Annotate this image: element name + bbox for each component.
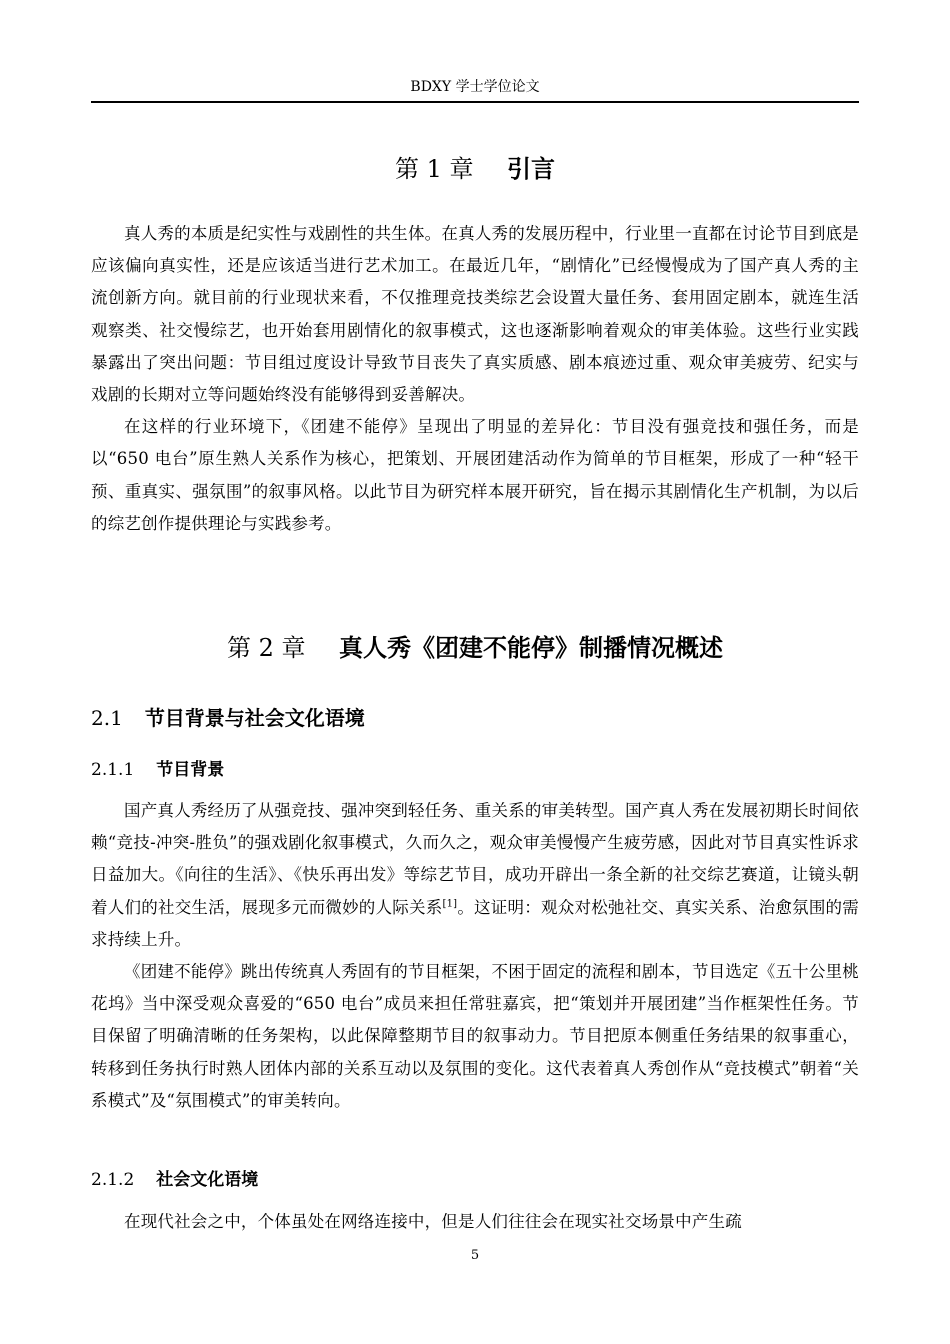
paragraph-text-before-citation: 国产真人秀经历了从强竞技、强冲突到轻任务、重关系的审美转型。国产真人秀在发展初期长时间依赖“竞技-冲突-胜负”的强戏剧化叙事模式，久而久之，观众审美慢慢产生疲劳感，因此对节目真实性诉求日益加大。《向往的生活》、《快乐再出发》等综艺节目，成功开辟出一条全新的社交综艺赛道，让镜头朝着人们的社交生活，展现多元而微妙的人际关系: [91, 801, 859, 917]
section-2-1-title: 节目背景与社会文化语境: [144, 706, 365, 730]
section-2-1-1-heading: [91, 757, 859, 783]
section-2-1-2-block: [91, 1167, 859, 1193]
chapter-1-paragraph-1: 真人秀的本质是纪实性与戏剧性的共生体。在真人秀的发展历程中，行业里一直都在讨论节目到底是应该偏向真实性，还是应该适当进行艺术加工。在最近几年，“剧情化”已经慢慢成为了国产真人秀的主流创新方向。就目前的行业现状来看，不仅推理竞技类综艺会设置大量任务、套用固定剧本，就连生活观察类、社交慢综艺，也开始套用剧情化的叙事模式，这也逐渐影响着观众的审美体验。这些行业实践暴露出了突出问题：节目组过度设计导致节目丧失了真实质感、剧本痕迹过重、观众审美疲劳、纪实与戏剧的长期对立等问题始终没有能够得到妥善解决。: [91, 224, 859, 405]
section-2-1-2-number: 2.1.2: [91, 1170, 135, 1190]
chapter-1-title: 引言: [506, 155, 555, 183]
section-2-1-block: [91, 704, 859, 732]
section-2-1-1-body: [91, 795, 859, 1117]
section-2-1-2-paragraph-1: 在现代社会之中，个体虽处在网络连接中，但是人们往往会在现实社交场景中产生疏: [124, 1212, 742, 1231]
section-2-1-heading: [91, 704, 859, 732]
citation-marker: [1]: [442, 898, 458, 910]
chapter-1-heading: [91, 153, 859, 185]
header-rule: [91, 101, 859, 103]
section-2-1-1-paragraph-2: 《团建不能停》跳出传统真人秀固有的节目框架，不困于固定的流程和剧本，节目选定《五十公里桃花坞》当中深受观众喜爱的“650 电台”成员来担任常驻嘉宾，把“策划并开展团建”当作框架性任务。节目保留了明确清晰的任务架构，以此保障整期节目的叙事动力。节目把原本侧重任务结果的叙事重心，转移到任务执行时熟人团体内部的关系互动以及氛围的变化。这代表着真人秀创作从“竞技模式”朝着“关系模式”及“氛围模式”的审美转向。: [91, 962, 859, 1110]
chapter-2-number: 第 2 章: [227, 634, 306, 662]
paragraph-text-after-citation: 。这证明：观众对松弛社交、真实关系、治愈氛围的需求持续上升。: [91, 897, 859, 949]
section-2-1-1-number: 2.1.1: [91, 760, 135, 780]
running-header: BDXY 学士学位论文: [410, 79, 540, 95]
section-2-1-number: 2.1: [91, 706, 123, 730]
section-2-1-2-title: 社会文化语境: [156, 1170, 259, 1190]
section-2-1-2-body: [91, 1206, 859, 1238]
chapter-1-body: [91, 218, 859, 540]
chapter-2-heading-block: [91, 632, 859, 664]
section-2-1-1-title: 节目背景: [156, 760, 225, 780]
section-2-1-1-block: [91, 757, 859, 783]
chapter-2-title: 真人秀《团建不能停》制播情况概述: [338, 634, 723, 662]
chapter-2-heading: [91, 632, 859, 664]
section-2-1-1-paragraph-1: [91, 795, 859, 956]
page-number: 5: [470, 1248, 480, 1263]
chapter-1-number: 第 1 章: [395, 155, 474, 183]
section-2-1-2-heading: [91, 1167, 859, 1193]
chapter-1-heading-block: [91, 153, 859, 185]
chapter-1-paragraph-2: 在这样的行业环境下，《团建不能停》呈现出了明显的差异化：节目没有强竞技和强任务，而是以“650 电台”原生熟人关系作为核心，把策划、开展团建活动作为简单的节目框架，形成了一种“轻干预、重真实、强氛围”的叙事风格。以此节目为研究样本展开研究，旨在揭示其剧情化生产机制，为以后的综艺创作提供理论与实践参考。: [91, 417, 859, 533]
